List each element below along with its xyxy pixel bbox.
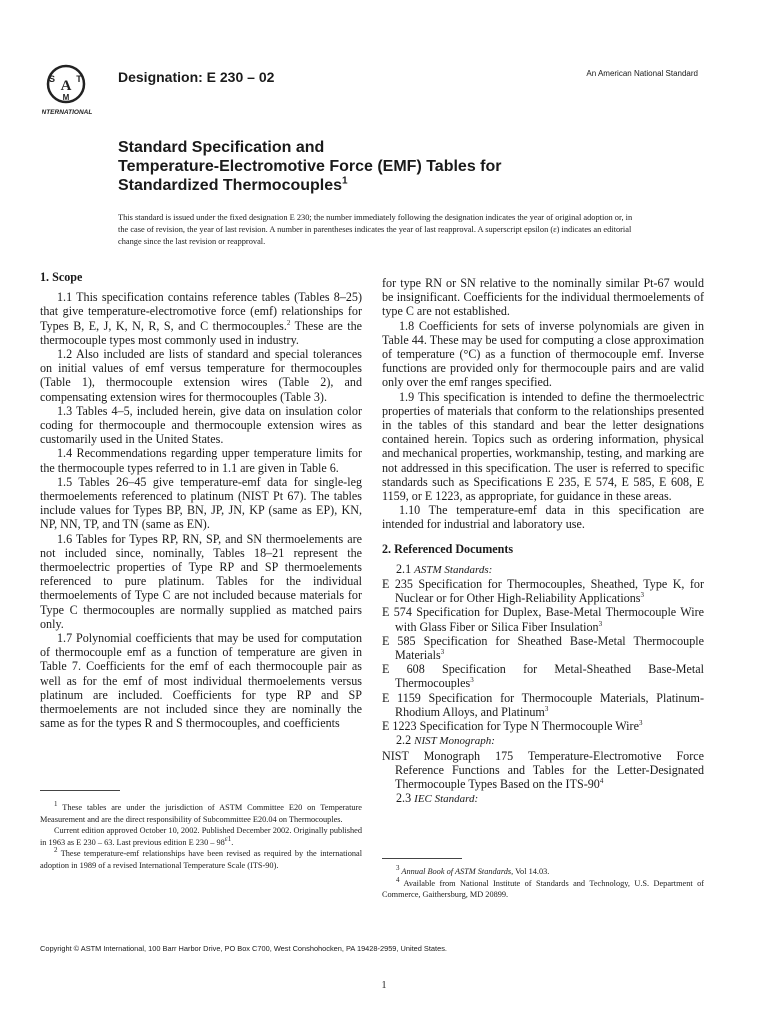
document-title — [118, 138, 678, 195]
svg-text:INTERNATIONAL: INTERNATIONAL — [42, 109, 93, 116]
footnote-2: $^2$ These temperature-emf relationships have been revised as required by the international adoption in 1989 of a revised International Temperature Scale (ITS-90). — [40, 846, 362, 870]
paragraph-1-7-continued: for type RN or SN relative to the nominally similar Pt-67 would be insignificant. Coefficients for the individual thermoelements of type C are not established. — [382, 276, 704, 319]
copyright-notice: Copyright © ASTM International, 100 Barr Harbor Drive, PO Box C700, West Conshohocken, PA 19428-2959, United States. — [40, 944, 447, 953]
paragraph-1-4: 1.4 Recommendations regarding upper temperature limits for the thermocouple types referred to in 1.1 are given in Table 6. — [40, 446, 362, 475]
footnote-4: $^4$ Available from National Institute of Standards and Technology, U.S. Department of Commerce, Gaithersburg, MD 20899. — [382, 875, 704, 900]
right-column — [382, 276, 704, 806]
paragraph-1-9: 1.9 This specification is intended to define the thermoelectric properties of materials that conform to the relationships presented in the tables of this standard and bear the letter designations contained herein. Topics such as ordering information, physical and mechanical properties, workmanship, testing, and marking are not addressed in this specification. The user is referred to specific standards such as Specifications E 235, E 574, E 585, E 608, E 1159, or E 1223, as appropriate, for guidance in these areas. — [382, 389, 704, 504]
reference-item: E 608 Specification for Metal-Sheathed Base-Metal Thermocouples$^3$ — [382, 662, 704, 691]
subsection-2-1: 2.1 ASTM Standards: — [396, 561, 493, 576]
issuance-note: This standard is issued under the fixed designation E 230; the number immediately following the designation indicates the year of original adoption or, in the case of revision, the year of last revision. A number in parentheses indicates the year of last reapproval. A superscript epsilon (ε) indicates an editorial change since the last revision or reapproval. — [118, 213, 633, 246]
footnotes-right — [382, 866, 704, 901]
footnotes-left — [40, 802, 362, 872]
astm-logo — [42, 60, 114, 118]
paragraph-1-2: 1.2 Also included are lists of standard and special tolerances on initial values of emf versus temperature for thermocouples (Table 1), thermocouple extension wires (Table 2), and compensating extension wires for thermocouples (Table 3). — [40, 347, 362, 404]
subsection-2-3: 2.3 IEC Standard: — [396, 791, 479, 806]
reference-item: E 1159 Specification for Thermocouple Materials, Platinum-Rhodium Alloys, and Platinum$^3$ — [382, 690, 704, 719]
svg-text:T: T — [76, 74, 82, 84]
section-heading-scope: 1. Scope — [40, 270, 83, 284]
title-line-2: Temperature-Electromotive Force (EMF) Tables for — [118, 158, 502, 175]
paragraph-1-6: 1.6 Tables for Types RP, RN, SP, and SN thermoelements are not included since, nominally, Tables 18–21 represent the thermoelectric properties of Type RP and SP thermoelements referenced to pure platinum. Tables for the individual thermoelements of Type C are not included because materials for Type C thermocouples are normally supplied as matched pairs only. — [40, 531, 362, 631]
footnote-divider — [382, 858, 462, 859]
title-line-1: Standard Specification and — [118, 139, 325, 156]
paragraph-1-5: 1.5 Tables 26–45 give temperature-emf data for single-leg thermoelements referenced to platinum (NIST Pt 67). The tables include values for Types BP, BN, JP, JN, KP (same as EP), KN, NP, NN, TP, and TN (same as EN). — [40, 474, 362, 532]
section-heading-referenced-documents: 2. Referenced Documents — [382, 541, 514, 556]
paragraph-1-10: 1.10 The temperature-emf data in this specification are intended for industrial and laboratory use. — [382, 503, 704, 532]
paragraph-1-3: 1.3 Tables 4–5, included herein, give data on insulation color coding for thermocouple and thermocouple extension wires as customarily used in the United States. — [40, 403, 362, 447]
reference-item: E 585 Specification for Sheathed Base-Metal Thermocouple Materials$^3$ — [382, 633, 704, 663]
reference-item: E 1223 Specification for Type N Thermocouple Wire$^3$ — [382, 719, 643, 734]
svg-text:M: M — [62, 93, 70, 102]
title-footnote-mark: 1 — [342, 175, 348, 187]
reference-list — [382, 577, 704, 733]
paragraph-1-8: 1.8 Coefficients for sets of inverse polynomials are given in Table 44. These may be used for computing a close approximation of temperature (°C) as a function of thermocouple emf. Inverse functions are provided only for thermocouple pairs and are valid only over the emf ranges specified. — [382, 318, 704, 390]
reference-item-nist: NIST Monograph 175 Temperature-Electromotive Force Reference Functions and Tables for the Letter-Designated Thermocouple Types Based on the ITS-$90^4$ — [382, 748, 704, 791]
national-standard-label: An American National Standard — [586, 69, 698, 78]
reference-item: E 574 Specification for Duplex, Base-Metal Thermocouple Wire with Glass Fiber or Silica Fiber Insulation$^3$ — [382, 605, 704, 634]
paragraph-1-1: 1.1 This specification contains reference tables (Tables 8–25) that give temperature-electromotive force (emf) relationships for Types B, E, J, K, N, R, S, and C thermocouples.$^2$ These are the thermocouple types most commonly used in industry. — [40, 290, 362, 347]
designation: Designation: E 230 – 02 — [118, 69, 275, 85]
subsection-2-2: 2.2 NIST Monograph: — [396, 733, 495, 748]
page-number: 1 — [381, 980, 387, 991]
left-column — [40, 270, 362, 731]
footnote-1: $^1$ These tables are under the jurisdiction of ASTM Committee E20 on Temperature Measurement and are the direct responsibility of Subcommittee E20.04 on Thermocouples. — [40, 800, 362, 824]
reference-item: E 235 Specification for Thermocouples, Sheathed, Type K, for Nuclear or for Other High-Reliability Applications$^3$ — [382, 577, 704, 606]
svg-text:S: S — [48, 74, 56, 84]
edition-note: Current edition approved October 10, 2002. Published December 2002. Originally published in 1963 as E 230 – 63. Last previous edition E $230 - 98^{\varepsilon 1}$. — [40, 826, 362, 847]
paragraph-1-7: 1.7 Polynomial coefficients that may be used for computation of thermocouple emf as a function of temperature are given in Table 7. Coefficients for the emf of each thermocouple pair as well as for the emf of most individual thermoelements versus platinum are included. Coefficients for type RP and SP thermoelements are not included since they are nominally the same as for the types R and S thermocouples, and coefficients — [40, 631, 362, 731]
title-line-3: Standardized Thermocouples$^1$ — [118, 175, 348, 194]
footnote-3: $^3$ Annual Book of ASTM Standards, Vol 14.03. — [396, 864, 550, 876]
svg-text:A: A — [60, 78, 72, 94]
footnote-divider — [40, 790, 120, 791]
